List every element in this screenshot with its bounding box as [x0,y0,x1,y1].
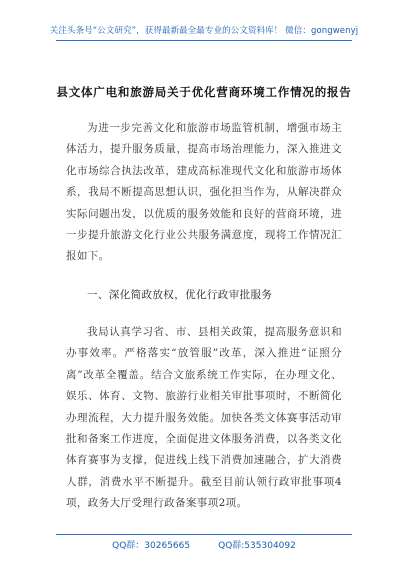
footer-qq-group-2: QQ群:535304092 [218,541,296,551]
section-body-paragraph: 我局认真学习省、市、县相关政策，提高服务意识和办事效率。严格落实“放管服”改革，深入推进“证照分离”改革全覆盖。结合文旅系统工作实际，在办理文化、娱乐、体育、文物、旅游行业相关审批事项时，不断简化办理流程，大力提升服务效能。加快各类文体赛事活动审批和备案工作进度，全面促进文体服务消费，以各类文化体育赛事为支撑，促进线上线下消费加速融合，扩大消费人群，消费水平不断提升。截至目前认领行政审批事项4项，政务大厅受理行政备案事项2项。 [66,326,342,510]
footer-qq-group-1: QQ群：30265665 [112,541,191,551]
footer [0,538,408,551]
document-title: 县文体广电和旅游局关于优化营商环境工作情况的报告 [56,85,352,99]
intro-paragraph: 为进一步完善文化和旅游市场监管机制，增强市场主体活力，提升服务质量，提高市场治理能力，深入推进文化市场综合执法改革，建成高标准现代文化和旅游市场体系，我局不断提高思想认识，强化担当作为，从解决群众实际问题出发，以优质的服务效能和良好的营商环境，进一步提升旅游文化行业公共服务满意度，现将工作情况汇报如下。 [66,122,342,263]
header-divider [56,40,352,41]
footer-divider [56,534,352,535]
section-heading: 一、深化简政放权，优化行政审批服务 [87,289,273,301]
header-banner: 关注头条号“公文研究”，获得最新最全最专业的公文资料库！ 微信：gongwenyj [49,26,359,36]
